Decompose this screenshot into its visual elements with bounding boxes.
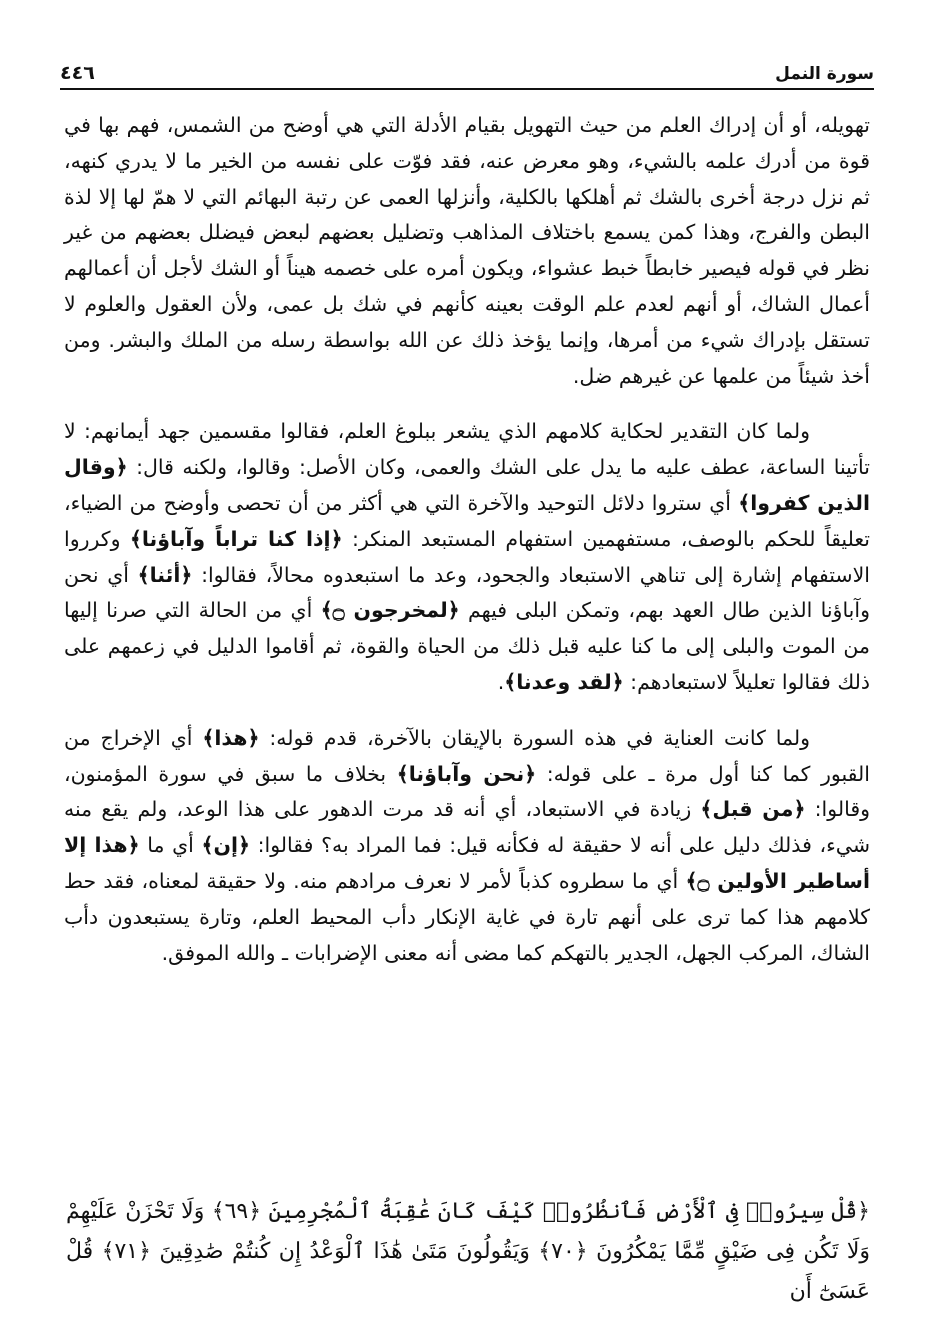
quran-quote: ﴿نحن وآباؤنا﴾	[396, 761, 537, 786]
text-segment: وكرروا الاستفهام إشارة إلى تناهي الاستبعاد والجحود، وعد ما استبعدوه محالاً، فقالوا:	[64, 526, 870, 587]
text-segment: أي ما	[139, 833, 202, 858]
text-segment: بخلاف ما سبق في سورة المؤمنون، وقالوا:	[64, 761, 871, 822]
paragraph	[64, 108, 870, 394]
text-segment: ولما كان التقدير لحكاية كلامهم الذي يشعر ببلوغ العلم، فقالوا مقسمين جهد أيمانهم: لا تأتينا الساعة، عطف عليه ما يدل على الشك والعمى، وكان الأصل: وقالوا، ولكنه قال:	[64, 419, 870, 480]
quran-verses: ﴿قُلْ سِيرُوا۟ فِى ٱلْأَرْضِ فَٱنظُرُوا۟ كَيْفَ كَانَ عَٰقِبَةُ ٱلْمُجْرِمِينَ ﴿٦٩﴾ وَلَا تَحْزَنْ عَلَيْهِمْ وَلَا تَكُن فِى ضَيْقٍ مِّمَّا يَمْكُرُونَ ﴿٧٠﴾ وَيَقُولُونَ مَتَىٰ هَٰذَا ٱلْوَعْدُ إِن كُنتُمْ صَٰدِقِينَ ﴿٧١﴾ قُلْ عَسَىٰٓ أَن	[66, 1199, 870, 1304]
quran-quote: ﴿أئنا﴾	[137, 562, 193, 587]
text-segment: أي من الحالة التي صرنا إليها من الموت والبلى إلى ما كنا عليه قبل ذلك من الحياة والقوة، ثم أقاموا الدليل في زعمهم على ذلك فقالوا تعليلاً لاستبعادهم:	[64, 598, 870, 694]
quran-quote: ﴿هذا﴾	[202, 725, 260, 750]
paragraph-text: تهويله، أو أن إدراك العلم من حيث التهويل بقيام الأدلة التي هي أوضح من الشمس، فهم بها في قوة من أدرك علمه بالشيء، وهو معرض عنه، فقد فوّت على نفسه من الخير ما لا يدري كنهه، ثم نزل درجة أخرى بالشك ثم أهلكها بالكلية، وأنزلها العمى عن رتبة البهائم التي لا همّ لها إلا لذة البطن والفرج، وهذا كمن يسمع باختلاف المذاهب وتضليل بعضهم لبعض فيضلل بعضهم من غير نظر في قوله فيصير خابطاً خبط عشواء، ويكون أمره على خصمه هيناً أو الشك لأجل أن أعمالهم أعمال الشاك، أو أنهم لعدم علم الوقت بعينه كأنهم في شك بل عمى، ولأن العقول والعلوم لا تستقل بإدراك شيء من أمرها، وإنما يؤخذ ذلك عن الله بواسطة رسله من الملك والبشر. ومن أخذ شيئاً من علمها عن غيرهم ضل.	[64, 113, 870, 388]
quran-quote: ﴿هذا إلا أساطير الأولين ۝﴾	[64, 833, 870, 893]
quran-quote: ﴿من قبل﴾	[700, 797, 806, 822]
paragraph	[64, 721, 870, 972]
page-number: ٤٤٦	[60, 62, 95, 84]
quran-quote: ﴿وقال الذين كفروا﴾	[64, 455, 871, 515]
text-segment: .	[497, 669, 505, 694]
page-header	[60, 56, 874, 90]
text-segment: أي ستروا دلائل التوحيد والآخرة التي هي أكثر من أن تحصى وأوضح من الضياء، تعليقاً للحكم بالوصف، مستفهمين استفهام المستبعد المنكر:	[64, 490, 871, 551]
text-segment: أي الإخراج من القبور كما كنا أول مرة ـ على قوله:	[64, 725, 870, 786]
quran-quote: ﴿إذا كنا تراباً وآباؤنا﴾	[129, 526, 343, 551]
quran-quote: ﴿لقد وعدنا﴾	[504, 669, 624, 694]
quran-quote: ﴿إن﴾	[201, 833, 250, 858]
text-segment: زيادة في الاستبعاد، أي أنه قد مرت الدهور على هذا الوعد، ولم يقع منه شيء، فذلك دليل على أنه لا حقيقة له فكأنه قيل: فما المراد به؟ فقالوا:	[64, 797, 870, 858]
quran-quote: ﴿لمخرجون ۝﴾	[320, 598, 460, 623]
commentary-text	[64, 108, 870, 971]
text-segment: ولما كانت العناية في هذه السورة بالإيقان بالآخرة، قدم قوله:	[259, 725, 810, 750]
text-segment: أي ما سطروه كذباً لأمر لا نعرف مرادهم منه. ولا حقيقة لمعناه، فقد حط كلامهم هذا كما ترى على أنهم تارة في غاية الإنكار دأب المحيط العلم، وتارة يستبعدون دأب الشاك، المركب الجهل، الجدير بالتهكم كما مضى أنه معنى الإضرابات ـ والله الموفق.	[64, 868, 870, 965]
text-segment: أي نحن وآباؤنا الذين طال العهد بهم، وتمكن البلى فيهم	[64, 562, 870, 623]
sura-title: سورة النمل	[775, 64, 874, 84]
paragraph	[64, 414, 870, 700]
